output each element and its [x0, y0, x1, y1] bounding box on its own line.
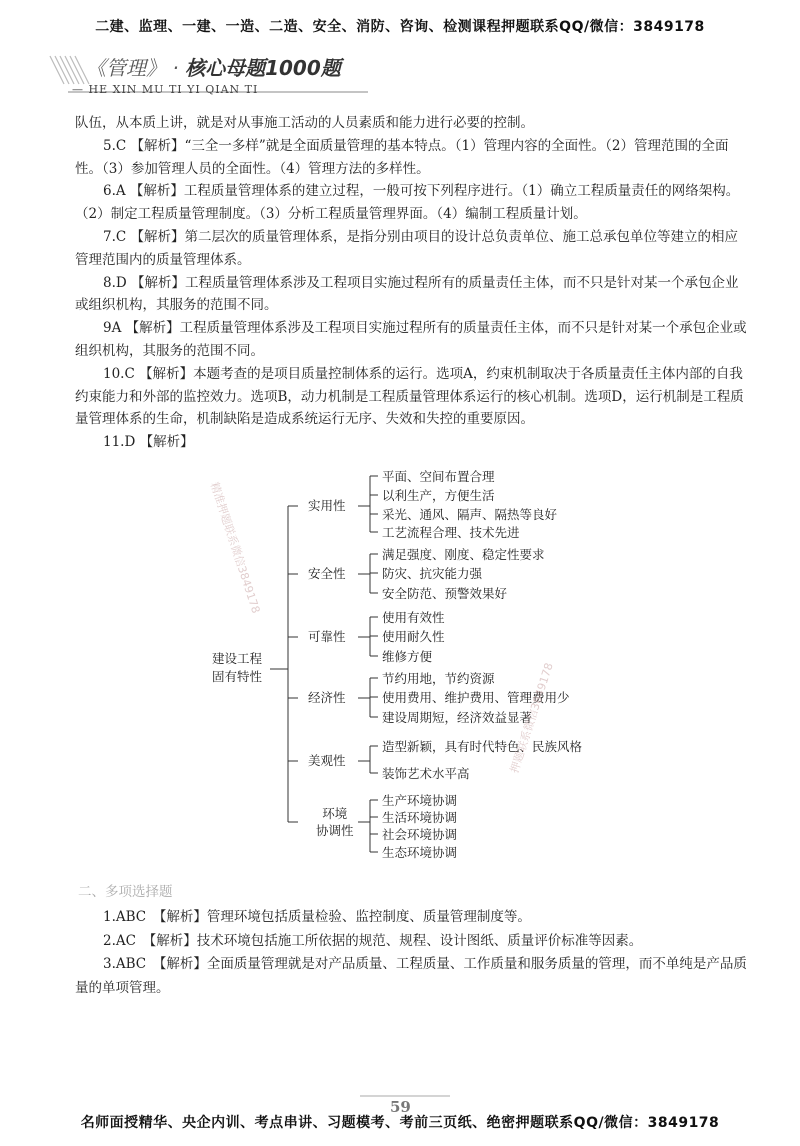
watermark: 押题联系微信3849178 — [507, 661, 556, 775]
category-safety: 安全性 — [308, 566, 346, 581]
root-label-line1: 建设工程 — [212, 651, 263, 666]
section-title-multiple-choice: 二、多项选择题 — [78, 884, 173, 900]
answer-11: 11.D 【解析】 — [103, 434, 194, 451]
answer-9: 9A 【解析】工程质量管理体系涉及工程项目实施过程所有的质量责任主体，而不只是针对某一个承包企业或组织机构，其服务的范围不同。 — [75, 320, 747, 359]
leaf-item: 使用有效性 — [382, 610, 445, 625]
diagram-root — [212, 650, 262, 686]
leaf-item: 维修方便 — [382, 649, 433, 664]
top-banner: 二建、监理、一建、一造、二造、安全、消防、咨询、检测课程押题联系QQ/微信：3849178 — [95, 19, 705, 35]
leaf-item: 使用耐久性 — [382, 629, 445, 644]
category-economy: 经济性 — [308, 690, 346, 705]
watermark: 精准押题联系微信3849178 — [207, 480, 263, 615]
leaf-item: 生活环境协调 — [382, 810, 458, 825]
paragraph-continuation: 队伍，从本质上讲，就是对从事施工活动的人员素质和能力进行必要的控制。 — [75, 115, 534, 131]
root-label-line2: 固有特性 — [212, 669, 263, 684]
leaf-item: 安全防范、预警效果好 — [382, 586, 508, 601]
leaf-item: 建设周期短，经济效益显著 — [382, 710, 533, 725]
leaf-item: 以利生产，方便生活 — [382, 488, 495, 503]
category-environment-line2: 协调性 — [316, 823, 354, 838]
category-aesthetics: 美观性 — [308, 753, 346, 768]
book-title-dot: · — [172, 56, 179, 80]
answer-explanations — [75, 112, 747, 454]
category-practicality: 实用性 — [308, 498, 346, 513]
mc-answer-1: 1.ABC 【解析】管理环境包括质量检验、监控制度、质量管理制度等。 — [103, 909, 531, 925]
bottom-banner: 名师面授精华、央企内训、考点串讲、习题模考、考前三页纸、绝密押题联系QQ/微信：3849178 — [80, 1115, 720, 1131]
category-environment-line1: 环境 — [322, 806, 348, 821]
book-title — [86, 52, 341, 81]
multiple-choice-answers — [75, 906, 747, 1000]
leaf-item: 社会环境协调 — [382, 827, 458, 842]
answer-7: 7.C 【解析】第二层次的质量管理体系，是指分别由项目的设计总负责单位、施工总承包单位等建立的相应管理范围内的质量管理体系。 — [75, 228, 738, 268]
leaf-item: 工艺流程合理、技术先进 — [382, 525, 520, 540]
leaf-item: 防灾、抗灾能力强 — [382, 566, 483, 581]
category-environment — [316, 805, 354, 839]
leaf-item: 生态环境协调 — [382, 845, 458, 860]
header-pinyin: — HE XIN MU TI YI QIAN TI — [72, 83, 259, 96]
leaf-item: 装饰艺术水平高 — [382, 766, 470, 781]
leaf-item: 满足强度、刚度、稳定性要求 — [382, 547, 545, 562]
leaf-item: 造型新颖，具有时代特色、民族风格 — [382, 739, 583, 754]
book-title-subject: 《管理》 — [86, 56, 166, 80]
leaf-item: 生产环境协调 — [382, 793, 458, 808]
category-reliability: 可靠性 — [308, 629, 346, 644]
leaf-item: 采光、通风、隔声、隔热等良好 — [382, 507, 558, 522]
answer-10: 10.C 【解析】本题考查的是项目质量控制体系的运行。选项A，约束机制取决于各质量责任主体内部的自我约束能力和外部的监控效力。选项B，动力机制是工程质量管理体系运行的核心机制。选项D，运行机制是工程质量管理体系的生命，机制缺陷是造成系统运行无序、失效和失控的重要原因。 — [75, 365, 744, 428]
answer-8: 8.D 【解析】工程质量管理体系涉及工程项目实施过程所有的质量责任主体，而不只是针对某一个承包企业或组织机构，其服务的范围不同。 — [75, 274, 739, 314]
leaf-item: 节约用地，节约资源 — [382, 671, 495, 686]
answer-5: 5.C 【解析】“三全一多样”就是全面质量管理的基本特点。（1）管理内容的全面性。（2）管理范围的全面性。（3）参加管理人员的全面性。（4）管理方法的多样性。 — [75, 137, 729, 177]
mc-answer-2: 2.AC 【解析】技术环境包括施工所依据的规范、规程、设计图纸、质量评价标准等因素。 — [103, 932, 643, 949]
leaf-item: 使用费用、维护费用、管理费用少 — [382, 690, 570, 705]
page-number: 59 — [390, 1098, 411, 1116]
leaf-item: 平面、空间布置合理 — [382, 469, 495, 484]
quality-characteristics-diagram — [200, 462, 620, 862]
mc-answer-3: 3.ABC 【解析】全面质量管理就是对产品质量、工程质量、工作质量和服务质量的管理，而不单纯是产品质量的单项管理。 — [75, 956, 747, 996]
book-title-main: 核心母题1000题 — [185, 56, 341, 80]
answer-6: 6.A 【解析】工程质量管理体系的建立过程，一般可按下列程序进行。（1）确立工程质量责任的网络架构。（2）制定工程质量管理制度。（3）分析工程质量管理界面。（4）编制工程质量计划。 — [75, 183, 740, 223]
